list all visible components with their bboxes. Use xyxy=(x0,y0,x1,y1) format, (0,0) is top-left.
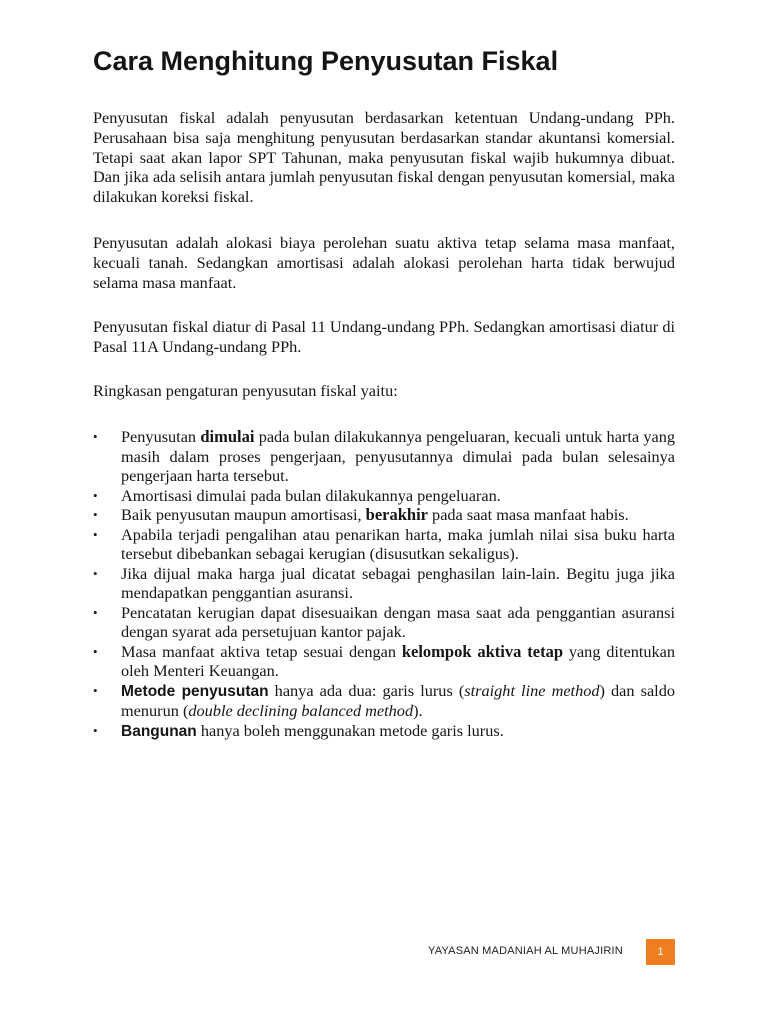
list-item: • Amortisasi dimulai pada bulan dilakukannya pengeluaran. xyxy=(93,485,501,505)
list-item: • Apabila terjadi pengalihan atau penarikan harta, maka jumlah nilai sisa buku harta tersebut dibebankan sebagai kerugian (disusutkan sekaligus). xyxy=(93,524,675,563)
bullet-icon: • xyxy=(93,682,98,698)
footer-organization: YAYASAN MADANIAH AL MUHAJIRIN xyxy=(428,945,623,957)
bullet-icon: • xyxy=(93,643,98,659)
list-item: • Baik penyusutan maupun amortisasi, berakhir pada saat masa manfaat habis. xyxy=(93,505,629,524)
list-item: • Penyusutan dimulai pada bulan dilakukannya pengeluaran, kecuali untuk harta yang masih dalam proses pengerjaan, penyusutannya dimulai pada bulan selesainya pengerjaan harta tersebut. xyxy=(93,427,675,485)
bold-term: berakhir xyxy=(365,505,428,524)
paragraph-summary-intro: Ringkasan pengaturan penyusutan fiskal yaitu: xyxy=(93,381,398,400)
bullet-icon: • xyxy=(93,526,98,542)
list-item: • Masa manfaat aktiva tetap sesuai dengan kelompok aktiva tetap yang ditentukan oleh Menteri Keuangan. xyxy=(93,641,676,680)
bullet-icon: • xyxy=(93,565,98,581)
paragraph-depreciation-definition: Penyusutan adalah alokasi biaya perolehan suatu aktiva tetap selama masa manfaat, kecuali tanah. Sedangkan amortisasi adalah alokasi perolehan harta tidak berwujud selama masa manfaat. xyxy=(93,233,675,292)
page-title: Cara Menghitung Penyusutan Fiskal xyxy=(93,46,559,76)
list-item: • Jika dijual maka harga jual dicatat sebagai penghasilan lain-lain. Begitu juga jika mendapatkan penggantian asuransi. xyxy=(93,563,675,602)
list-item: • Metode penyusutan hanya ada dua: garis lurus (straight line method) dan saldo menurun (double declining balanced method). xyxy=(93,680,675,720)
bullet-icon: • xyxy=(93,722,98,738)
bold-term: dimulai xyxy=(200,427,255,446)
bold-term: kelompok aktiva tetap xyxy=(401,641,563,661)
bullet-icon: • xyxy=(93,429,98,444)
italic-term: straight line method xyxy=(464,680,600,700)
italic-term: double declining balanced method xyxy=(188,701,414,720)
bold-term: Bangunan xyxy=(121,722,197,740)
page-number-badge: 1 xyxy=(646,939,675,965)
bullet-icon: • xyxy=(93,604,98,620)
bold-term: Metode penyusutan xyxy=(121,682,269,700)
summary-bullet-list xyxy=(93,427,675,741)
list-item: • Bangunan hanya boleh menggunakan metode garis lurus. xyxy=(93,720,504,740)
bullet-icon: • xyxy=(93,507,98,522)
list-item: • Pencatatan kerugian dapat disesuaikan dengan masa saat ada penggantian asuransi dengan syarat ada persetujuan kantor pajak. xyxy=(93,602,675,641)
paragraph-fiscal-depreciation: Penyusutan fiskal adalah penyusutan berdasarkan ketentuan Undang-undang PPh. Perusahaan bisa saja menghitung penyusutan berdasarkan standar akuntansi komersial. Tetapi saat akan lapor SPT Tahunan, maka penyusutan fiskal wajib hukumnya dibuat. Dan jika ada selisih antara jumlah penyusutan fiskal dengan penyusutan komersial, maka dilakukan koreksi fiskal. xyxy=(93,108,675,207)
bullet-icon: • xyxy=(93,487,98,503)
paragraph-legal-basis: Penyusutan fiskal diatur di Pasal 11 Undang-undang PPh. Sedangkan amortisasi diatur di Pasal 11A Undang-undang PPh. xyxy=(93,317,675,356)
